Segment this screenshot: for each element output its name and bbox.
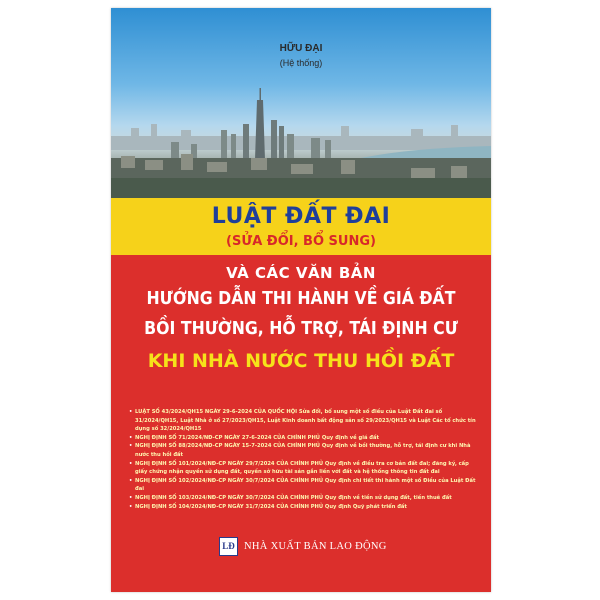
heading-line-3: KHI NHÀ NƯỚC THU HỒI ĐẤT bbox=[147, 350, 455, 372]
publisher-name: NHÀ XUẤT BẢN LAO ĐỘNG bbox=[244, 540, 387, 552]
city-skyline-photo bbox=[111, 8, 491, 198]
law-item: • NGHỊ ĐỊNH SỐ 104/2024/NĐ-CP NGÀY 31/7/2024 CỦA CHÍNH PHỦ Quy định Quỹ phát triển đất bbox=[129, 503, 481, 512]
law-item: • LUẬT SỐ 43/2024/QH15 NGÀY 29-6-2024 CỦA QUỐC HỘI Sửa đổi, bổ sung một số điều của Luật Đất đai số 31/2024/QH15, Luật Nhà ở số 27/2023/QH15, Luật Kinh doanh bất động sản số 29/2023/QH15 và Luật Các tổ chức tín dụng số 32/2024/QH15 bbox=[129, 408, 481, 434]
author-name: HỮU ĐẠI bbox=[279, 43, 323, 54]
skyline-illustration bbox=[111, 8, 491, 198]
publisher bbox=[219, 536, 387, 556]
law-list bbox=[129, 408, 481, 511]
book-cover bbox=[111, 8, 491, 592]
law-item: • NGHỊ ĐỊNH SỐ 88/2024/NĐ-CP NGÀY 15-7-2024 CỦA CHÍNH PHỦ Quy định về bồi thường, hỗ trợ, tái định cư khi Nhà nước thu hồi đất bbox=[129, 442, 481, 459]
law-item: • NGHỊ ĐỊNH SỐ 101/2024/NĐ-CP NGÀY 29/7/2024 CỦA CHÍNH PHỦ Quy định về điều tra cơ bản đất đai; đăng ký, cấp giấy chứng nhận quyền sử dụng đất, quyền sở hữu tài sản gắn liền với đất và hệ thống thông tin đất đai bbox=[129, 460, 481, 477]
heading-va: VÀ CÁC VĂN BẢN bbox=[226, 264, 376, 282]
law-item: • NGHỊ ĐỊNH SỐ 71/2024/NĐ-CP NGÀY 27-6-2024 CỦA CHÍNH PHỦ Quy định về giá đất bbox=[129, 434, 481, 443]
heading-line-2: BỒI THƯỜNG, HỖ TRỢ, TÁI ĐỊNH CƯ bbox=[144, 319, 458, 339]
heading-line-1: HƯỚNG DẪN THI HÀNH VỀ GIÁ ĐẤT bbox=[146, 289, 456, 309]
book-subtitle: (SỬA ĐỔI, BỔ SUNG) bbox=[226, 234, 376, 249]
book-title: LUẬT ĐẤT ĐAI bbox=[211, 204, 391, 229]
law-item: • NGHỊ ĐỊNH SỐ 102/2024/NĐ-CP NGÀY 30/7/2024 CỦA CHÍNH PHỦ Quy định chi tiết thi hành một số Điều của Luật Đất đai bbox=[129, 477, 481, 494]
law-item: • NGHỊ ĐỊNH SỐ 103/2024/NĐ-CP NGÀY 30/7/2024 CỦA CHÍNH PHỦ Quy định về tiền sử dụng đất, tiền thuê đất bbox=[129, 494, 481, 503]
author-note: (Hệ thống) bbox=[279, 58, 323, 68]
publisher-logo: LĐ bbox=[219, 537, 238, 556]
